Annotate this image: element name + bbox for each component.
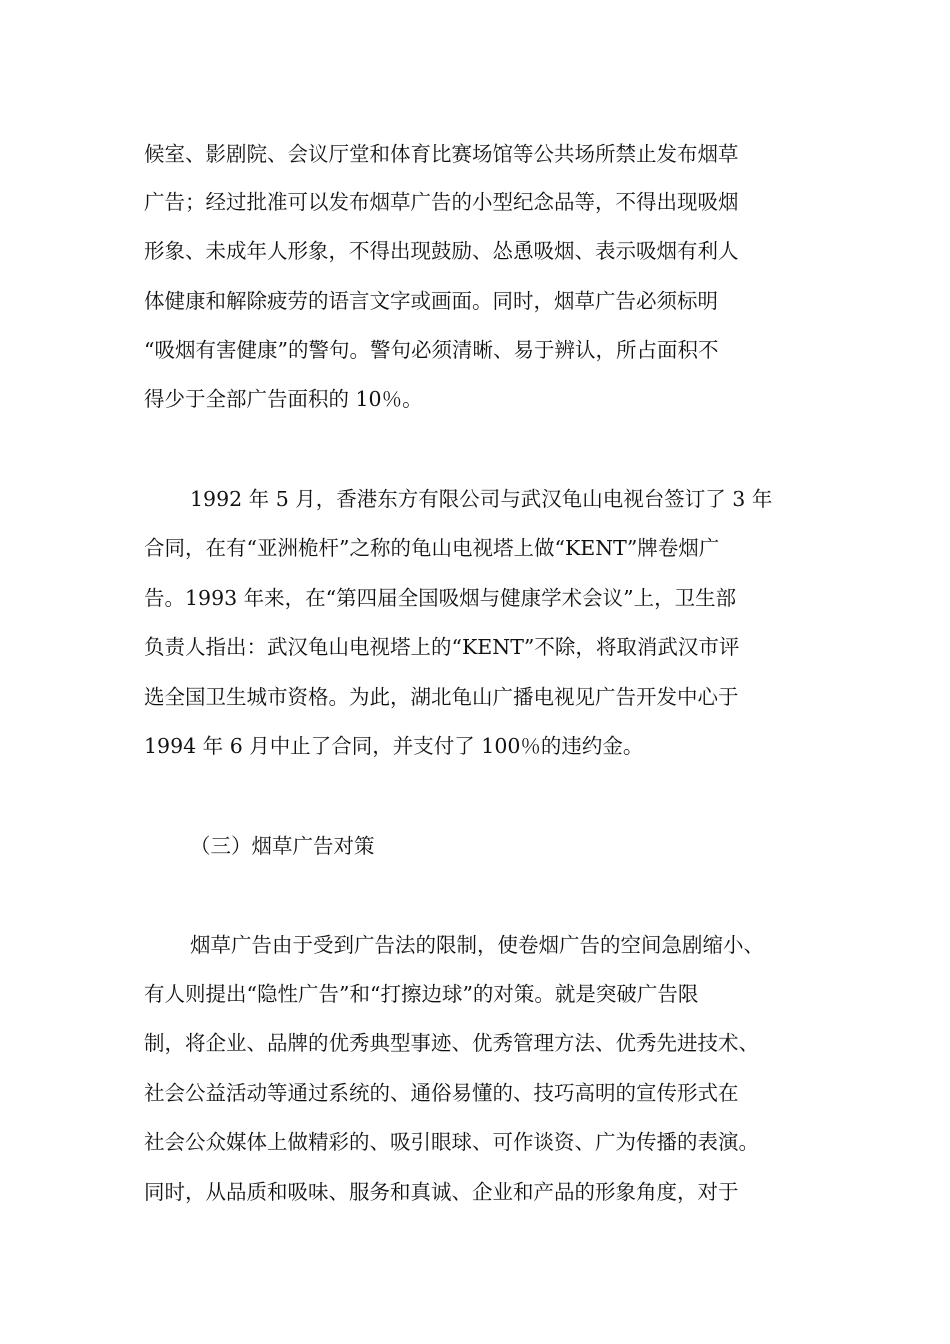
paragraph-1-line-1: 候室、影剧院、会议厅堂和体育比赛场馆等公共场所禁止发布烟草 — [144, 142, 739, 166]
paragraph-2-line-6: 1994 年 6 月中止了合同，并支付了 100％的违约金。 — [144, 734, 644, 758]
paragraph-3-line-5: 社会公众媒体上做精彩的、吸引眼球、可作谈资、广为传播的表演。 — [144, 1130, 759, 1154]
paragraph-2-line-1: 1992 年 5 月，香港东方有限公司与武汉龟山电视台签订了 3 年 — [190, 487, 773, 511]
paragraph-3-line-1: 烟草广告由于受到广告法的限制，使卷烟广告的空间急剧缩小、 — [190, 933, 764, 957]
section-heading: （三）烟草广告对策 — [190, 834, 375, 858]
paragraph-2-line-4: 负责人指出：武汉龟山电视塔上的“KENT”不除，将取消武汉市评 — [144, 635, 740, 659]
paragraph-3-line-2: 有人则提出“隐性广告”和“打擦边球”的对策。就是突破广告限 — [144, 982, 699, 1006]
paragraph-1-line-3: 形象、未成年人形象，不得出现鼓励、怂恿吸烟、表示吸烟有利人 — [144, 239, 739, 263]
paragraph-1-line-6: 得少于全部广告面积的 10％。 — [144, 387, 423, 411]
paragraph-3-line-4: 社会公益活动等通过系统的、通俗易懂的、技巧高明的宣传形式在 — [144, 1081, 739, 1105]
paragraph-2-line-5: 选全国卫生城市资格。为此，湖北龟山广播电视见广告开发中心于 — [144, 685, 739, 709]
paragraph-2-line-3: 告。1993 年来，在“第四届全国吸烟与健康学术会议”上，卫生部 — [144, 586, 737, 610]
paragraph-1-line-5: “吸烟有害健康”的警句。警句必须清晰、易于辨认，所占面积不 — [144, 338, 719, 362]
paragraph-3-line-3: 制，将企业、品牌的优秀典型事迹、优秀管理方法、优秀先进技术、 — [144, 1031, 759, 1055]
paragraph-3-line-6: 同时，从品质和吸味、服务和真诚、企业和产品的形象角度，对于 — [144, 1180, 739, 1204]
paragraph-1-line-4: 体健康和解除疲劳的语言文字或画面。同时，烟草广告必须标明 — [144, 289, 718, 313]
paragraph-2-line-2: 合同，在有“亚洲桅杆”之称的龟山电视塔上做“KENT”牌卷烟广 — [144, 536, 720, 560]
paragraph-1-line-2: 广告；经过批准可以发布烟草广告的小型纪念品等，不得出现吸烟 — [144, 190, 739, 214]
